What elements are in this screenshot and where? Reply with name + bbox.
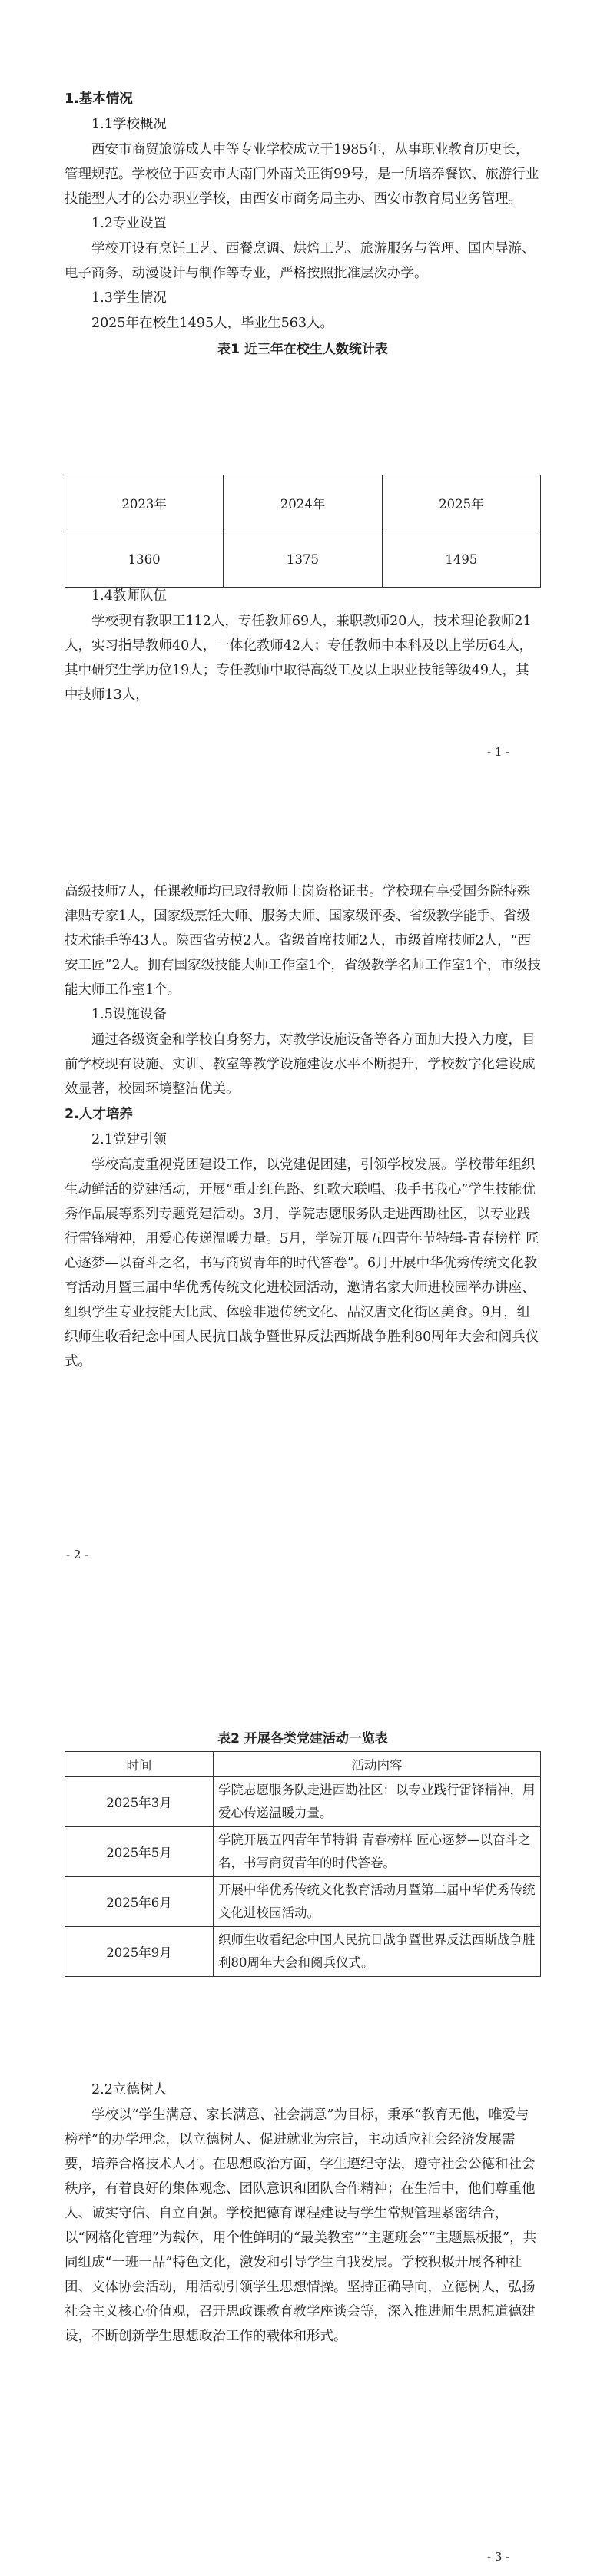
section-heading-basic-info: 1.基本情况 xyxy=(65,91,133,107)
table-cell-activity: 开展中华优秀传统文化教育活动月暨第二届中华优秀传统文化进校园活动。 xyxy=(214,1877,541,1927)
table-cell-activity: 学院开展五四青年节特辑 青春榜样 匠心逐梦—以奋斗之名，书写商贸青年的时代答卷。 xyxy=(214,1827,541,1877)
table-header-row xyxy=(65,475,541,531)
page-number: - 2 - xyxy=(66,1548,89,1561)
table-cell-activity: 学院志愿服务队走进西勘社区：以专业践行雷锋精神，用爱心传递温暖力量。 xyxy=(214,1777,541,1827)
paragraph-teachers: 学校现有教职工112人，专任教师69人，兼职教师20人，技术理论教师21人，实习指导教师40人，一体化教师42人；专任教师中本科及以上学历64人，其中研究生学历位19人；专任教师中取得高级工及以上职业技能等级49人，其中技师13人， xyxy=(65,614,533,703)
table-header-cell: 时间 xyxy=(65,1752,214,1777)
table1-caption: 表1 近三年在校生人数统计表 xyxy=(217,342,388,357)
page-number: - 3 - xyxy=(487,2550,510,2564)
table-row xyxy=(65,1827,541,1877)
section-heading-talent-training: 2.人才培养 xyxy=(65,1107,133,1122)
table2-caption: 表2 开展各类党建活动一览表 xyxy=(217,1731,388,1747)
table-cell-time: 2025年3月 xyxy=(65,1777,214,1827)
subsection-title-majors: 1.2专业设置 xyxy=(91,216,167,231)
paragraph-facilities: 通过各级资金和学校自身努力，对教学设施设备等各方面加大投入力度，目前学校现有设施、实训、教室等教学设施建设水平不断提升，学校数字化建设成效显著，校园环境整洁优美。 xyxy=(65,1032,536,1097)
table-header-cell: 活动内容 xyxy=(214,1752,541,1777)
table-header-cell: 2024年 xyxy=(224,475,382,531)
table-row xyxy=(65,1777,541,1827)
party-activities-table xyxy=(65,1751,541,1977)
page-3 xyxy=(0,1720,607,2576)
subsection-title-party-building: 2.1党建引领 xyxy=(91,1132,167,1147)
table-row xyxy=(65,531,541,588)
table-header-cell: 2023年 xyxy=(65,475,224,531)
paragraph-teachers-continued: 高级技师7人，任课教师均已取得教师上岗资格证书。学校现有享受国务院特殊津贴专家1人，国家级烹饪大师、服务大师、国家级评委、省级教学能手、省级技术能手等43人。陕西省劳模2人。省级首席技师2人，市级首席技师2人，“西安工匠”2人。拥有国家级技能大师工作室1个，省级教学名师工作室1个，市级技能大师工作室1个。 xyxy=(65,884,541,998)
paragraph-moral-education: 学校以“学生满意、家长满意、社会满意”为目标，秉承“教育无他，唯爱与榜样”的办学理念，以立德树人、促进就业为宗旨，主动适应社会经济发展需要，培养合格技术人才。在思想政治方面，学生遵纪守法，遵守社会公德和社会秩序，有着良好的集体观念、团队意识和团队合作精神；在生活中，他们尊重他人、诚实守信、自立自强。学校把德育课程建设与学生常规管理紧密结合，以“网格化管理”为载体，用个性鲜明的“最美教室”“主题班会”“主题黑板报”，共同组成“一班一品”特色文化，激发和引导学生自我发展。学校积极开展各种社团、文体协会活动，用活动引领学生思想情操。坚持正确导向，立德树人，弘扬社会主义核心价值观，召开思政课教育教学座谈会等，深入推进师生思想道德建设，不断创新学生思想政治工作的载体和形式。 xyxy=(65,2107,537,2344)
paragraph-school-overview: 西安市商贸旅游成人中等专业学校成立于1985年，从事职业教育历史长，管理规范。学校位于西安市大南门外南关正街99号，是一所培养餐饮、旅游行业技能型人才的公办职业学校，由西安市商务局主办、西安市教育局业务管理。 xyxy=(65,142,539,207)
table-header-cell: 2025年 xyxy=(382,475,540,531)
enrollment-table xyxy=(65,475,541,588)
table-cell-time: 2025年6月 xyxy=(65,1877,214,1927)
table-cell-activity: 织师生收看纪念中国人民抗日战争暨世界反法西斯战争胜利80周年大会和阅兵仪式。 xyxy=(214,1927,541,1977)
paragraph-students: 2025年在校生1495人，毕业生563人。 xyxy=(91,316,333,331)
subsection-title-facilities: 1.5设施设备 xyxy=(91,1007,167,1022)
paragraph-party-building: 学校高度重视党团建设工作，以党建促团建，引领学校发展。学校带年组织生动鲜活的党建活动，开展“重走红色路、红歌大联唱、我手书我心”学生技能优秀作品展等系列专题党建活动。3月，学院志愿服务队走进西勘社区，以专业践行雷锋精神，用爱心传递温暖力量。5月，学院开展五四青年节特辑-青春榜样 匠心逐梦—以奋斗之名，书写商贸青年的时代答卷”。6月开展中华优秀传统文化教育活动月暨三届中华优秀传统文化进校园活动，邀请名家大师进校园举办讲座、组织学生专业技能大比武、体验非遗传统文化、品汉唐文化街区美食。9月，组织师生收看纪念中国人民抗日战争暨世界反法西斯战争胜利80周年大会和阅兵仪式。 xyxy=(65,1157,539,1369)
table-header-row xyxy=(65,1752,541,1777)
subsection-title-school-overview: 1.1学校概况 xyxy=(91,117,167,132)
table-cell-time: 2025年5月 xyxy=(65,1827,214,1877)
table-cell: 1360 xyxy=(65,531,224,588)
table-row xyxy=(65,1877,541,1927)
paragraph-majors: 学校开设有烹饪工艺、西餐烹调、烘焙工艺、旅游服务与管理、国内导游、电子商务、动漫设计与制作等专业，严格按照批准层次办学。 xyxy=(65,241,536,281)
table-cell-time: 2025年9月 xyxy=(65,1927,214,1977)
subsection-title-students: 1.3学生情况 xyxy=(91,290,167,306)
page-1 xyxy=(0,0,607,859)
subsection-title-moral-education: 2.2立德树人 xyxy=(91,2082,167,2098)
table-cell: 1495 xyxy=(382,531,540,588)
table-cell: 1375 xyxy=(224,531,382,588)
page-2 xyxy=(0,868,607,1727)
page-number: - 1 - xyxy=(487,745,510,759)
subsection-title-teachers: 1.4教师队伍 xyxy=(91,588,167,604)
table-row xyxy=(65,1927,541,1977)
